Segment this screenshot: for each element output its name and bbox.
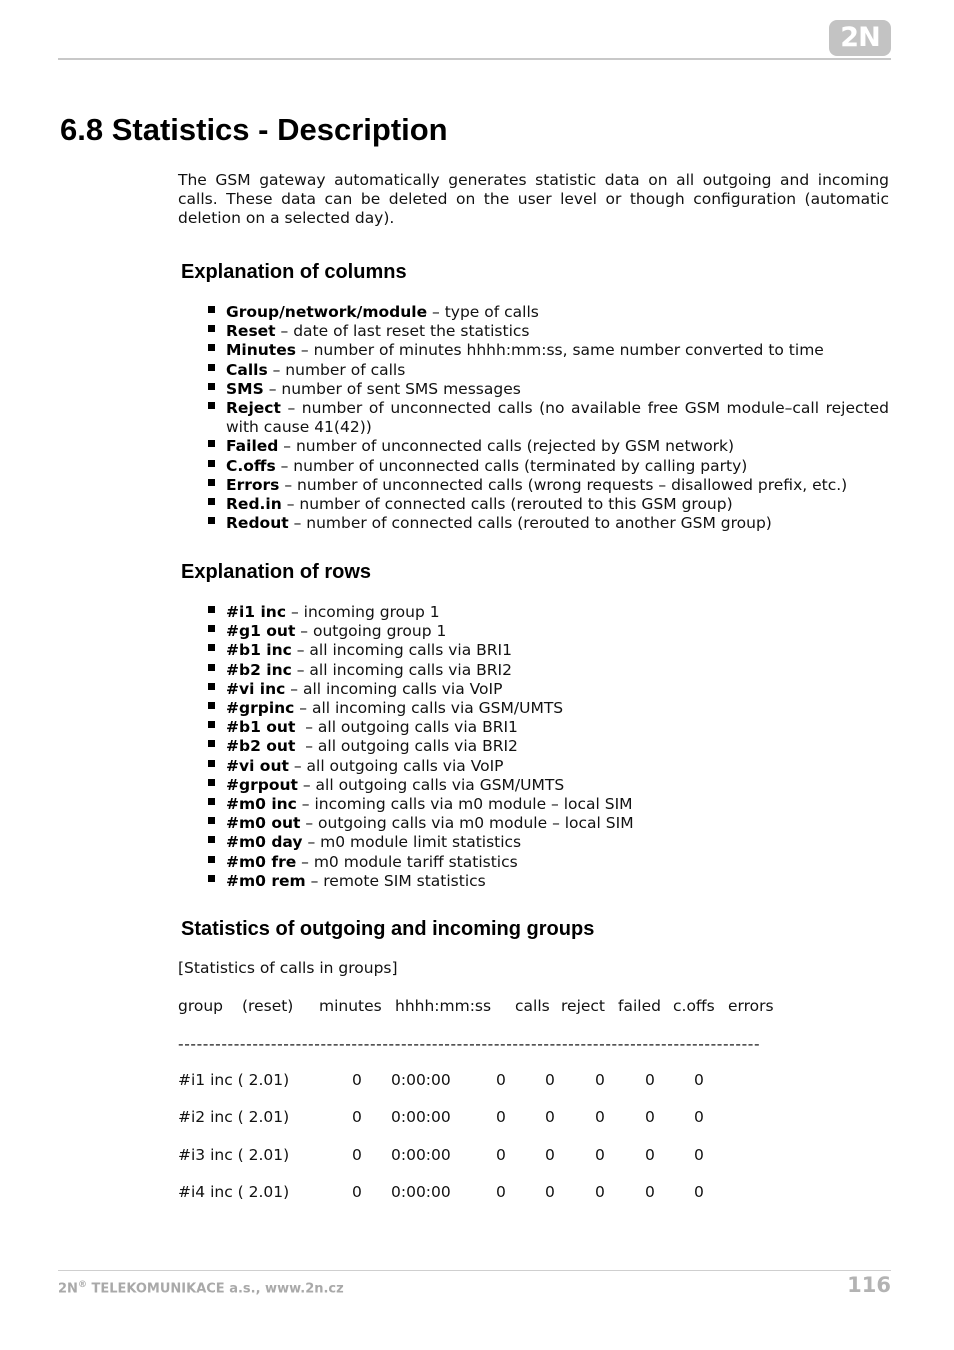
item-description: – all outgoing calls via GSM/UMTS bbox=[297, 775, 565, 794]
item-term: #m0 day bbox=[226, 833, 303, 852]
rows-list bbox=[208, 603, 889, 891]
list-item bbox=[208, 680, 889, 699]
cell-reject: 0 bbox=[545, 1071, 555, 1089]
item-description: – all outgoing calls via VoIP bbox=[288, 756, 504, 775]
stats-heading: Statistics of outgoing and incoming groups bbox=[181, 918, 595, 940]
cell-time: 0:00:00 bbox=[391, 1071, 451, 1089]
table-separator: ---------------------------------------------------------------------------------------------- bbox=[178, 1035, 761, 1053]
item-description: – number of calls bbox=[267, 360, 406, 379]
cell-minutes: 0 bbox=[352, 1183, 362, 1201]
item-term: Reject bbox=[226, 399, 281, 418]
cell-coffs: 0 bbox=[645, 1108, 655, 1126]
table-row bbox=[178, 1146, 738, 1166]
item-term: Reset bbox=[226, 322, 276, 341]
bullet-icon bbox=[208, 721, 215, 728]
item-description: – all incoming calls via VoIP bbox=[285, 679, 503, 698]
bullet-icon bbox=[208, 760, 215, 767]
cell-reject: 0 bbox=[545, 1183, 555, 1201]
bullet-icon bbox=[208, 798, 215, 805]
cell-calls: 0 bbox=[496, 1146, 506, 1164]
intro-paragraph: The GSM gateway automatically generates statistic data on all outgoing and incoming calls. These data can be deleted on the user level or though configuration (automatic deletion on a selected day). bbox=[178, 171, 889, 227]
bullet-icon bbox=[208, 479, 215, 486]
item-term: Red.in bbox=[226, 495, 282, 514]
list-item bbox=[208, 641, 889, 660]
item-description: – remote SIM statistics bbox=[305, 871, 486, 890]
bullet-icon bbox=[208, 344, 215, 351]
item-term: #vi out bbox=[226, 756, 289, 775]
item-description: – number of unconnected calls (no available free GSM module–call rejected with cause 41(42)) bbox=[226, 399, 894, 437]
item-description: – all outgoing calls via BRI2 bbox=[295, 737, 518, 756]
col-calls: calls bbox=[515, 997, 550, 1015]
stats-label: [Statistics of calls in groups] bbox=[178, 959, 398, 977]
header-divider bbox=[58, 58, 891, 60]
cell-time: 0:00:00 bbox=[391, 1183, 451, 1201]
footer-company bbox=[58, 1280, 344, 1296]
bullet-icon bbox=[208, 683, 215, 690]
cell-errors: 0 bbox=[694, 1071, 704, 1089]
list-item bbox=[208, 495, 889, 514]
item-description: – all outgoing calls via BRI1 bbox=[295, 718, 518, 737]
item-term: #b2 inc bbox=[226, 660, 292, 679]
item-term: #vi inc bbox=[226, 679, 286, 698]
footer-divider bbox=[58, 1270, 891, 1271]
list-item bbox=[208, 814, 889, 833]
cell-group: #i4 inc ( 2.01) bbox=[178, 1183, 290, 1201]
list-item bbox=[208, 380, 889, 399]
item-description: – incoming calls via m0 module – local SIM bbox=[296, 795, 633, 814]
col-failed: failed bbox=[618, 997, 661, 1015]
bullet-icon bbox=[208, 664, 215, 671]
list-item bbox=[208, 699, 889, 718]
bullet-icon bbox=[208, 498, 215, 505]
bullet-icon bbox=[208, 606, 215, 613]
bullet-icon bbox=[208, 740, 215, 747]
bullet-icon bbox=[208, 817, 215, 824]
cell-group: #i3 inc ( 2.01) bbox=[178, 1146, 290, 1164]
col-reject: reject bbox=[561, 997, 606, 1015]
col-minutes: minutes bbox=[319, 997, 382, 1015]
col-group: group bbox=[178, 997, 224, 1015]
cell-time: 0:00:00 bbox=[391, 1108, 451, 1126]
item-term: C.offs bbox=[226, 456, 276, 475]
table-row bbox=[178, 1071, 738, 1091]
table-row bbox=[178, 1183, 738, 1203]
col-time: hhhh:mm:ss bbox=[395, 997, 492, 1015]
list-item bbox=[208, 322, 889, 341]
cell-errors: 0 bbox=[694, 1183, 704, 1201]
item-term: #grpinc bbox=[226, 699, 295, 718]
bullet-icon bbox=[208, 364, 215, 371]
item-term: #b1 out bbox=[226, 718, 296, 737]
item-description: – number of unconnected calls (terminated by calling party) bbox=[275, 456, 748, 475]
list-item bbox=[208, 872, 889, 891]
columns-heading: Explanation of columns bbox=[181, 261, 407, 283]
bullet-icon bbox=[208, 402, 215, 409]
item-term: #b1 inc bbox=[226, 641, 292, 660]
item-description: – number of sent SMS messages bbox=[263, 379, 521, 398]
cell-coffs: 0 bbox=[645, 1183, 655, 1201]
cell-minutes: 0 bbox=[352, 1108, 362, 1126]
item-term: #i1 inc bbox=[226, 603, 287, 621]
item-term: Redout bbox=[226, 514, 289, 533]
item-description: – outgoing calls via m0 module – local SIM bbox=[300, 814, 634, 833]
cell-minutes: 0 bbox=[352, 1071, 362, 1089]
item-description: – date of last reset the statistics bbox=[275, 322, 530, 341]
footer-company-text: TELEKOMUNIKACE a.s., www.2n.cz bbox=[86, 1281, 344, 1297]
cell-calls: 0 bbox=[496, 1183, 506, 1201]
item-description: – all incoming calls via BRI2 bbox=[291, 660, 512, 679]
item-term: Calls bbox=[226, 360, 268, 379]
cell-coffs: 0 bbox=[645, 1146, 655, 1164]
list-item bbox=[208, 476, 889, 495]
cell-calls: 0 bbox=[496, 1108, 506, 1126]
cell-minutes: 0 bbox=[352, 1146, 362, 1164]
cell-errors: 0 bbox=[694, 1108, 704, 1126]
item-term: #m0 fre bbox=[226, 852, 297, 871]
item-description: – number of unconnected calls (rejected by GSM network) bbox=[278, 437, 735, 456]
cell-reject: 0 bbox=[545, 1108, 555, 1126]
bullet-icon bbox=[208, 875, 215, 882]
bullet-icon bbox=[208, 517, 215, 524]
cell-coffs: 0 bbox=[645, 1071, 655, 1089]
table-row bbox=[178, 1108, 738, 1128]
list-item bbox=[208, 737, 889, 756]
bullet-icon bbox=[208, 306, 215, 313]
item-description: – type of calls bbox=[427, 303, 539, 321]
page-title: 6.8 Statistics - Description bbox=[60, 112, 448, 147]
item-term: #b2 out bbox=[226, 737, 296, 756]
bullet-icon bbox=[208, 702, 215, 709]
item-term: Group/network/module bbox=[226, 303, 428, 321]
bullet-icon bbox=[208, 779, 215, 786]
cell-reject: 0 bbox=[545, 1146, 555, 1164]
registered-mark: ® bbox=[77, 1280, 87, 1290]
cell-failed: 0 bbox=[595, 1071, 605, 1089]
item-description: – incoming group 1 bbox=[286, 603, 440, 621]
item-description: – all incoming calls via GSM/UMTS bbox=[294, 699, 564, 718]
list-item bbox=[208, 718, 889, 737]
item-term: #m0 inc bbox=[226, 795, 297, 814]
item-description: – number of connected calls (rerouted to this GSM group) bbox=[281, 495, 733, 514]
bullet-icon bbox=[208, 856, 215, 863]
list-item bbox=[208, 795, 889, 814]
item-description: – m0 module tariff statistics bbox=[296, 852, 518, 871]
col-coffs: c.offs bbox=[673, 997, 715, 1015]
cell-calls: 0 bbox=[496, 1071, 506, 1089]
list-item bbox=[208, 341, 889, 360]
cell-failed: 0 bbox=[595, 1108, 605, 1126]
bullet-icon bbox=[208, 644, 215, 651]
item-description: – m0 module limit statistics bbox=[302, 833, 522, 852]
list-item bbox=[208, 437, 889, 456]
bullet-icon bbox=[208, 460, 215, 467]
list-item bbox=[208, 603, 889, 622]
item-description: – outgoing group 1 bbox=[295, 622, 447, 641]
list-item bbox=[208, 833, 889, 852]
cell-failed: 0 bbox=[595, 1183, 605, 1201]
bullet-icon bbox=[208, 383, 215, 390]
item-description: – number of minutes hhhh:mm:ss, same number converted to time bbox=[295, 341, 824, 360]
bullet-icon bbox=[208, 440, 215, 447]
item-term: #g1 out bbox=[226, 622, 296, 641]
footer-brand: 2N bbox=[58, 1281, 78, 1297]
item-description: – number of connected calls (rerouted to another GSM group) bbox=[288, 514, 772, 533]
item-description: – number of unconnected calls (wrong requests – disallowed prefix, etc.) bbox=[279, 475, 848, 494]
item-description: – all incoming calls via BRI1 bbox=[291, 641, 512, 660]
item-term: #m0 out bbox=[226, 814, 301, 833]
list-item bbox=[208, 303, 889, 322]
item-term: #m0 rem bbox=[226, 871, 306, 890]
item-term: Minutes bbox=[226, 341, 296, 360]
list-item bbox=[208, 457, 889, 476]
bullet-icon bbox=[208, 625, 215, 632]
cell-failed: 0 bbox=[595, 1146, 605, 1164]
list-item bbox=[208, 514, 889, 533]
rows-heading: Explanation of rows bbox=[181, 561, 372, 583]
columns-list bbox=[208, 303, 894, 533]
col-errors: errors bbox=[728, 997, 774, 1015]
list-item bbox=[208, 661, 889, 680]
page-number: 116 bbox=[847, 1273, 891, 1297]
item-term: Errors bbox=[226, 475, 280, 494]
bullet-icon bbox=[208, 836, 215, 843]
cell-group: #i1 inc ( 2.01) bbox=[178, 1071, 290, 1089]
list-item bbox=[208, 776, 889, 795]
list-item bbox=[208, 853, 889, 872]
2n-logo: 2N bbox=[829, 20, 891, 56]
list-item bbox=[208, 361, 889, 380]
bullet-icon bbox=[208, 325, 215, 332]
cell-time: 0:00:00 bbox=[391, 1146, 451, 1164]
item-term: SMS bbox=[226, 379, 264, 398]
item-term: #grpout bbox=[226, 775, 298, 794]
item-term: Failed bbox=[226, 437, 279, 456]
cell-group: #i2 inc ( 2.01) bbox=[178, 1108, 290, 1126]
list-item bbox=[208, 757, 889, 776]
list-item bbox=[208, 399, 894, 437]
list-item bbox=[208, 622, 889, 641]
cell-errors: 0 bbox=[694, 1146, 704, 1164]
col-reset: (reset) bbox=[242, 997, 294, 1015]
